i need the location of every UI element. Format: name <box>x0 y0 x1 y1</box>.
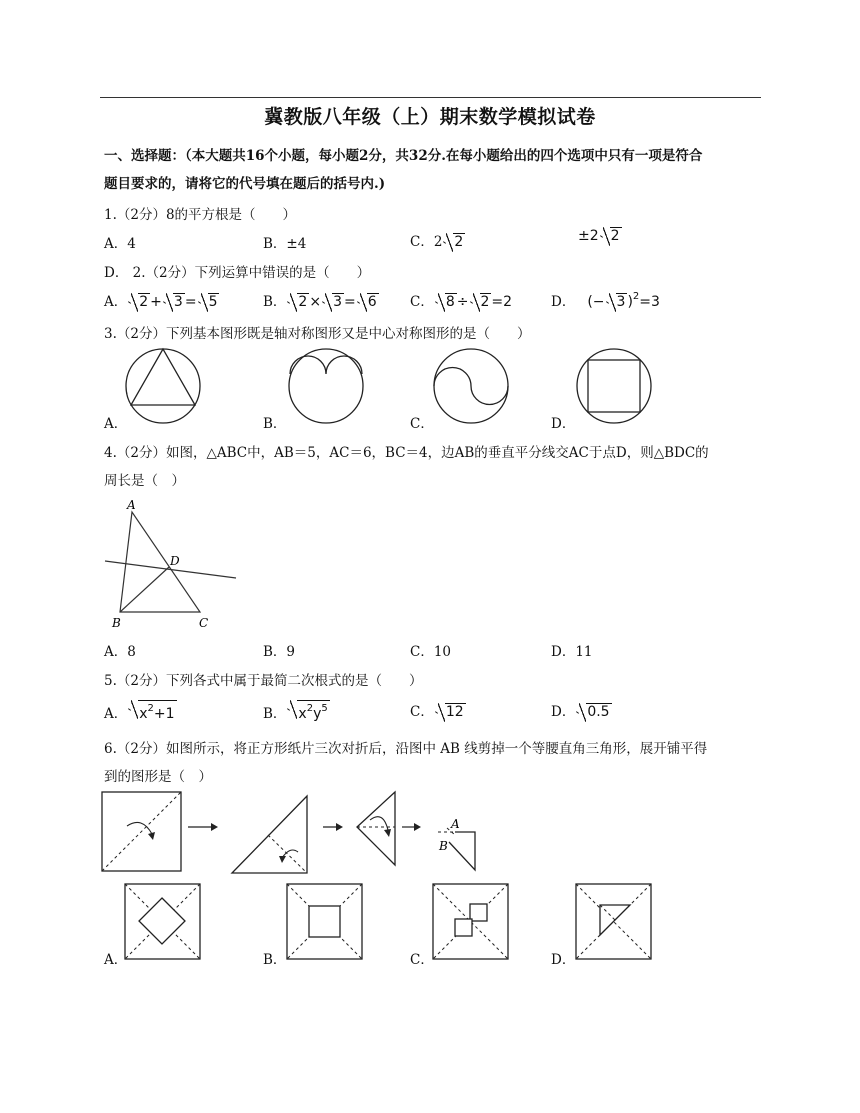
sqrt-sign <box>443 233 465 250</box>
header-rule <box>100 97 761 98</box>
q4-option-c: C．10 <box>410 644 452 660</box>
q1-stem: 1.（2分）8的平方根是（ ） <box>104 207 297 223</box>
sqrt-sign <box>600 227 622 244</box>
q4-label-a: A <box>127 498 136 512</box>
option-label: C． <box>410 704 434 720</box>
q3-option-d: D． <box>551 416 576 432</box>
q3-option-a: A． <box>104 416 128 432</box>
q4-option-d: D．11 <box>551 644 593 660</box>
radicand: 12 <box>445 704 464 720</box>
q6-folding-steps <box>100 790 500 880</box>
q4-option-a: A．8 <box>104 644 136 660</box>
q1-option-d-prefix: ±2 <box>578 228 599 244</box>
sqrt-sign <box>357 293 379 310</box>
base: y <box>313 706 322 722</box>
q4-label-c: C <box>199 616 209 630</box>
radicand: 5 <box>208 294 218 310</box>
radicand: 0.5 <box>587 704 610 720</box>
paren-close: ) <box>627 294 633 310</box>
q6-stem-line2: 到的图形是（ ） <box>104 769 212 785</box>
q2-option-d <box>551 290 660 310</box>
q1-option-c <box>410 230 465 250</box>
radicand: 2 <box>139 294 149 310</box>
radicand: 2 <box>480 294 490 310</box>
q1-option-c-prefix: C．2 <box>410 234 443 250</box>
equals: = <box>344 294 356 310</box>
q6-option-a: A． <box>104 952 128 968</box>
radicand <box>138 700 176 722</box>
sqrt-sign <box>128 700 176 722</box>
sqrt-sign <box>287 700 329 722</box>
radicand: 2 <box>298 294 308 310</box>
base: x <box>139 706 148 722</box>
q4-stem-line1: 4.（2分）如图，△ABC中，AB＝5，AC＝6，BC＝4，边AB的垂直平分线交AC于点D，则△BDC的 <box>104 445 709 461</box>
exponent: 2 <box>632 291 640 302</box>
q3-figure-square-in-circle <box>571 348 661 428</box>
q3-figure-yinyang-circle <box>428 348 518 428</box>
q5-option-d <box>551 700 612 720</box>
q6-option-b: B． <box>263 952 287 968</box>
sqrt-sign <box>435 293 457 310</box>
operator: ÷ <box>456 294 469 310</box>
q5-option-c <box>410 700 466 720</box>
exponent: 2 <box>306 703 314 714</box>
sqrt-sign <box>435 703 466 720</box>
equals: =2 <box>491 294 513 310</box>
q6-figure-b-square <box>286 883 366 961</box>
option-label: A． <box>104 706 128 722</box>
option-label: B． <box>263 706 287 722</box>
sqrt-sign <box>470 293 492 310</box>
sqrt-sign <box>128 293 150 310</box>
q5-option-b <box>263 700 330 722</box>
section-heading-line2: 题目要求的，请将它的代号填在题后的括号内.) <box>104 176 386 192</box>
q4-option-b: B．9 <box>263 644 296 660</box>
exponent: 2 <box>147 703 154 714</box>
radicand <box>297 700 329 722</box>
sqrt-sign <box>576 703 611 720</box>
q6-stem-line1: 6.（2分）如图所示，将正方形纸片三次对折后，沿图中 AB 线剪掉一个等腰直角三角形，展开铺平得 <box>104 741 708 757</box>
section-heading-line1: 一、选择题：（本大题共16个小题，每小题2分，共32分.在每小题给出的四个选项中只有一项是符合 <box>104 148 703 164</box>
sqrt-sign <box>606 293 628 310</box>
q1-option-a: A．4 <box>104 236 136 252</box>
q3-option-c: C． <box>410 416 434 432</box>
q5-stem: 5.（2分）下列各式中属于最简二次根式的是（ ） <box>104 673 423 689</box>
q6-figure-a-diamond <box>124 883 204 961</box>
radicand: 2 <box>610 228 620 244</box>
q4-label-b: B <box>112 616 121 630</box>
option-label: D． <box>551 294 576 310</box>
radicand: 8 <box>445 294 455 310</box>
sqrt-sign <box>163 293 185 310</box>
equals: = <box>184 294 197 310</box>
operator: + <box>150 294 162 310</box>
option-label: B． <box>263 294 287 310</box>
option-label: D． <box>551 704 576 720</box>
radicand: 3 <box>616 294 626 310</box>
q6-option-d: D． <box>551 952 576 968</box>
q6-figure-c-two-squares <box>432 883 512 961</box>
q3-figure-triangle-in-circle <box>120 348 210 428</box>
sqrt-sign <box>198 293 220 310</box>
option-label: C． <box>410 294 434 310</box>
radicand: 6 <box>367 294 377 310</box>
q2-stem: D． 2.（2分）下列运算中错误的是（ ） <box>104 265 371 281</box>
q2-option-c <box>410 290 512 310</box>
q1-option-b: B．±4 <box>263 236 307 252</box>
sqrt-sign <box>287 293 309 310</box>
q6-label-b: B <box>439 839 448 853</box>
sqrt-sign <box>322 293 344 310</box>
q6-figure-d-triangle <box>575 883 655 961</box>
q3-stem: 3.（2分）下列基本图形既是轴对称图形又是中心对称图形的是（ ） <box>104 326 531 342</box>
q6-option-c: C． <box>410 952 434 968</box>
q3-figure-arcs-in-circle <box>283 348 373 428</box>
q5-option-a <box>104 700 177 722</box>
radicand: 2 <box>454 234 464 250</box>
equals: =3 <box>639 294 660 310</box>
radicand: 3 <box>173 294 183 310</box>
base: x <box>298 706 307 722</box>
q4-stem-line2: 周长是（ ） <box>104 473 185 489</box>
q4-figure-triangle <box>100 496 250 631</box>
q2-option-a <box>104 290 219 310</box>
operator: × <box>309 294 322 310</box>
q6-label-a: A <box>451 817 460 831</box>
q3-option-b: B． <box>263 416 287 432</box>
radicand: 3 <box>333 294 342 310</box>
page-title: 冀教版八年级（上）期末数学模拟试卷 <box>264 106 596 128</box>
paren-open: (− <box>587 294 605 310</box>
q1-option-d <box>578 227 622 244</box>
exponent: 5 <box>321 703 328 714</box>
q2-option-b <box>263 290 379 310</box>
addend: +1 <box>153 706 175 722</box>
option-label: A． <box>104 294 128 310</box>
q4-label-d: D <box>170 554 180 568</box>
